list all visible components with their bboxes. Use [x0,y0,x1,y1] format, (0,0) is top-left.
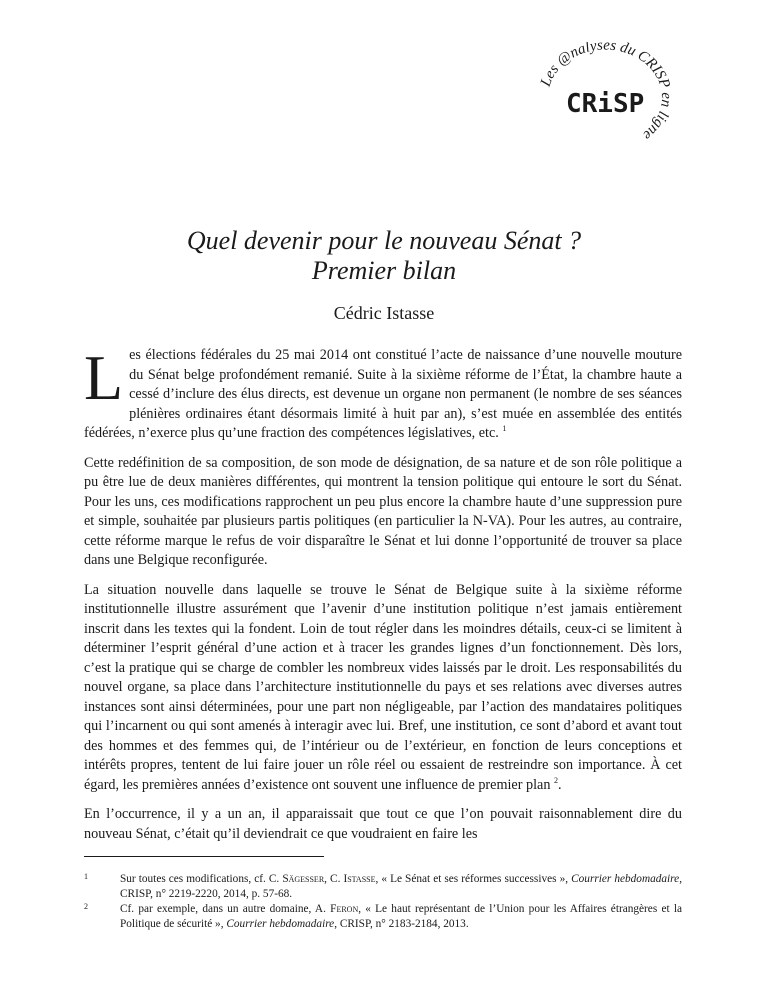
footnote-ref-1[interactable]: 1 [502,424,507,433]
title-line-2: Premier bilan [311,256,457,285]
footnote-2 [84,902,682,932]
crisp-logo [530,42,680,152]
article-body [84,342,682,854]
footnote-number: 2 [84,902,88,911]
paragraph-4: En l’occurrence, il y a un an, il apparaissait que tout ce que l’on pouvait raisonnablement dire du nouveau Sénat, c’était qu’il deviendrait ce que voudraient en faire les [84,806,682,842]
footnote-number: 1 [84,872,88,881]
footnote-1 [84,872,682,902]
paragraph-1-text: es élections fédérales du 25 mai 2014 ont constitué l’acte de naissance d’une nouvelle mouture du Sénat belge profondément remanié. Suite à la sixième réforme de l’État, la chambre haute a cessé d’inclure des élus directs, est devenue un organe non permanent (le nombre de ses séances plénières ordinaires étant désormais limité à huit par an), s’est muée en assemblée des entités fédérées, n’exerce plus qu’une fraction des compétences législatives, etc. [84,347,682,441]
paragraph-3-text: La situation nouvelle dans laquelle se trouve le Sénat de Belgique suite à la sixième réforme institutionnelle illustre assurément que l’avenir d’une institution politique n’est jamais entièrement inscrit dans les textes qui la fondent. Loin de tout régler dans les moindres détails, ceux-ci se limitent à déterminer l’esprit général d’une action et à tracer les grandes lignes d’un fonctionnement. Dès lors, c’est la pratique qui se charge de combler les nombreux vides laissés par le droit. Les responsabilités du nouvel organe, sa place dans l’architecture institutionnelle du pays et ses relations avec diverses autres instances sont ainsi déterminées, pour une part non négligeable, par l’action des mandataires politiques qui l’incarnent ou qui sont amenés à interagir avec lui. Bref, une institution, ce sont d’abord et avant tout des hommes et des femmes qui, de l’intérieur ou de l’extérieur, en fonction de leurs conceptions et intérêts propres, tentent de lui faire jouer un rôle réel ou essaient de restreindre son importance. À cet égard, les premières années d’existence ont souvent une influence de premier plan [84,581,682,793]
paragraph-3 [84,581,682,796]
crisp-logo-graphic [530,42,680,152]
document-title [0,226,768,286]
paragraph-3-end: . [557,776,562,793]
drop-cap: L [84,342,124,413]
footnote-text: Cf. par exemple, dans un autre domaine, A. Feron, « Le haut représentant de l’Union pour les Affaires étrangères et la Politique de sécurité », Courrier hebdomadaire, CRISP, n° 2183-2184, 2013. [120,903,682,930]
paragraph-2: Cette redéfinition de sa composition, de son mode de désignation, de sa nature et de son rôle politique a pu être lue de deux manières différentes, qui montrent la tension politique qui entoure le sort du Sénat. Pour les uns, ces modifications rapprochent un peu plus encore la chambre haute d’une suppression pure et simple, souhaitée par plusieurs partis politiques (en particulier la N-VA). Pour les autres, au contraire, cette réforme marque le refus de voir disparaître le Sénat et lui donne l’opportunité de trouver sa place dans une Belgique reconfigurée. [84,454,682,568]
title-line-1: Quel devenir pour le nouveau Sénat ? [186,226,582,255]
footnote-text: Sur toutes ces modifications, cf. C. Sägesser, C. Istasse, « Le Sénat et ses réformes successives », Courrier hebdomadaire, CRISP, n° 2219-2220, 2014, p. 57-68. [120,873,683,900]
author-name: Cédric Istasse [333,303,435,323]
paragraph-1 [84,342,682,444]
footnotes [84,872,682,932]
footnote-ref-2[interactable]: 2 [553,775,558,785]
logo-ring-text: Les @nalyses du CRISP en ligne [537,42,675,144]
logo-wordmark: CRiSP [566,89,645,119]
footnote-divider [84,856,324,857]
